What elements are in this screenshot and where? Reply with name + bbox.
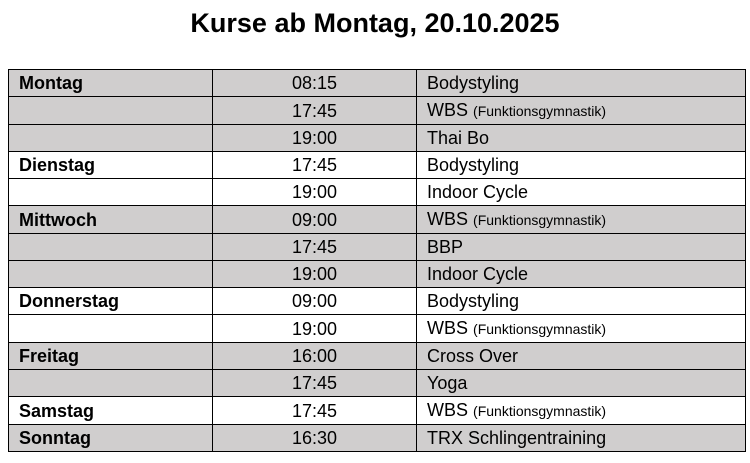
course-cell	[417, 97, 746, 125]
course-cell	[417, 315, 746, 343]
time-cell: 17:45	[213, 234, 417, 261]
course-name: Bodystyling	[427, 155, 520, 175]
course-cell	[417, 70, 746, 97]
course-cell	[417, 206, 746, 234]
table-row	[9, 70, 746, 97]
time-cell: 09:00	[213, 206, 417, 234]
course-cell	[417, 234, 746, 261]
day-cell	[9, 125, 213, 152]
course-schedule-table	[8, 69, 746, 452]
table-row	[9, 206, 746, 234]
course-cell	[417, 125, 746, 152]
course-name: Bodystyling	[427, 73, 520, 93]
table-row	[9, 152, 746, 179]
day-cell: Freitag	[9, 343, 213, 370]
day-cell	[9, 315, 213, 343]
course-name: Indoor Cycle	[427, 264, 529, 284]
course-name: Yoga	[427, 373, 468, 393]
day-cell	[9, 261, 213, 288]
course-cell	[417, 179, 746, 206]
time-cell: 16:30	[213, 425, 417, 452]
course-name: BBP	[427, 237, 464, 257]
day-cell	[9, 234, 213, 261]
course-name: Indoor Cycle	[427, 182, 529, 202]
course-name: WBS	[427, 318, 469, 338]
course-note: (Funktionsgymnastik)	[473, 103, 607, 119]
time-cell: 17:45	[213, 152, 417, 179]
course-name: WBS	[427, 209, 469, 229]
time-cell: 19:00	[213, 179, 417, 206]
table-row	[9, 261, 746, 288]
day-cell: Donnerstag	[9, 288, 213, 315]
course-note: (Funktionsgymnastik)	[473, 212, 607, 228]
day-cell: Montag	[9, 70, 213, 97]
time-cell: 09:00	[213, 288, 417, 315]
table-row	[9, 370, 746, 397]
table-row	[9, 97, 746, 125]
schedule-body	[9, 70, 746, 452]
time-cell: 17:45	[213, 370, 417, 397]
course-cell	[417, 261, 746, 288]
time-cell: 17:45	[213, 397, 417, 425]
table-row	[9, 288, 746, 315]
course-name: Thai Bo	[427, 128, 490, 148]
course-cell	[417, 343, 746, 370]
time-cell: 19:00	[213, 315, 417, 343]
course-name: Cross Over	[427, 346, 519, 366]
day-cell	[9, 179, 213, 206]
course-cell	[417, 370, 746, 397]
time-cell: 17:45	[213, 97, 417, 125]
day-cell	[9, 97, 213, 125]
time-cell: 19:00	[213, 261, 417, 288]
table-row	[9, 315, 746, 343]
course-cell	[417, 288, 746, 315]
course-note: (Funktionsgymnastik)	[473, 321, 607, 337]
day-cell: Sonntag	[9, 425, 213, 452]
course-note: (Funktionsgymnastik)	[473, 403, 607, 419]
day-cell: Mittwoch	[9, 206, 213, 234]
page-title: Kurse ab Montag, 20.10.2025	[190, 8, 560, 38]
time-cell: 19:00	[213, 125, 417, 152]
day-cell	[9, 370, 213, 397]
day-cell: Samstag	[9, 397, 213, 425]
table-row	[9, 125, 746, 152]
course-cell	[417, 152, 746, 179]
time-cell: 16:00	[213, 343, 417, 370]
day-cell: Dienstag	[9, 152, 213, 179]
course-cell	[417, 397, 746, 425]
table-row	[9, 343, 746, 370]
table-row	[9, 179, 746, 206]
time-cell: 08:15	[213, 70, 417, 97]
course-cell	[417, 425, 746, 452]
course-name: Bodystyling	[427, 291, 520, 311]
course-name: WBS	[427, 100, 469, 120]
course-name: TRX Schlingentraining	[427, 428, 607, 448]
table-row	[9, 397, 746, 425]
course-name: WBS	[427, 400, 469, 420]
table-row	[9, 425, 746, 452]
table-row	[9, 234, 746, 261]
